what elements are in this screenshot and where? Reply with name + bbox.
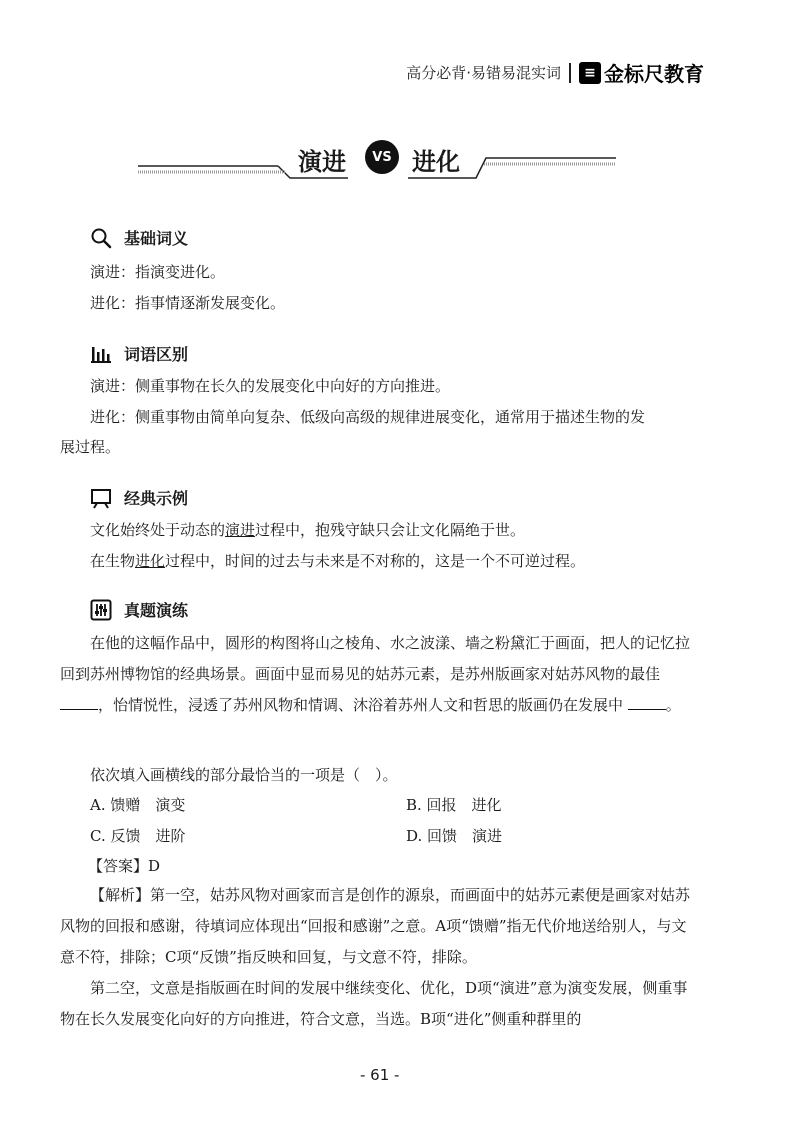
- brand-icon: ≡: [579, 62, 601, 84]
- difference-line-2: 进化：侧重事物由简单向复杂、低级向高级的规律进展变化，通常用于描述生物的发: [90, 408, 646, 426]
- title-word-left: 演进: [298, 148, 346, 176]
- section-difference-heading: [90, 342, 188, 365]
- section-basic-title: 基础词义: [124, 229, 189, 248]
- section-examples-heading: [90, 486, 188, 509]
- basic-line-1: 演进：指演变进化。: [90, 263, 226, 281]
- bar-chart-icon: [90, 343, 112, 365]
- difference-line-3: 展过程。: [60, 438, 121, 456]
- question-stem: 依次填入画横线的部分最恰当的一项是（ ）。: [90, 766, 398, 784]
- example-1-pre: 文化始终处于动态的: [90, 521, 226, 539]
- example-2-pre: 在生物: [90, 552, 136, 570]
- title-word-right: 进化: [412, 148, 460, 176]
- option-a: A. 馈赠 演变: [90, 796, 186, 814]
- option-b: B. 回报 进化: [406, 796, 502, 814]
- series-title: 高分必背·易错易混实词: [406, 64, 561, 82]
- search-icon: [90, 227, 112, 249]
- page-title: [138, 130, 618, 190]
- passage-part-1: 在他的这幅作品中，圆形的构图将山之棱角、水之波漾、墙之粉黛汇于画面，把人的记忆拉回到苏州博物馆的经典场景。画面中显而易见的姑苏元素，是苏州版画家对姑苏风物的最佳: [60, 634, 691, 683]
- example-1-word: 演进: [225, 521, 256, 539]
- section-difference-title: 词语区别: [124, 345, 189, 364]
- section-practice-title: 真题演练: [124, 601, 189, 620]
- analysis-text-2: 第二空，文意是指版画在时间的发展中继续变化、优化，D项“演进”意为演变发展，侧重事物在长久发展变化向好的方向推进，符合文意，当选。B项“进化”侧重种群里的: [60, 979, 688, 1028]
- vs-badge: VS: [365, 140, 399, 174]
- header-divider: [569, 63, 571, 83]
- passage-part-3: 。: [665, 696, 681, 714]
- brand-logo: [579, 58, 704, 87]
- example-line-2: [90, 550, 585, 572]
- page-number: - 61 -: [360, 1066, 400, 1084]
- basic-line-2: 进化：指事情逐渐发展变化。: [90, 294, 286, 312]
- blank-2: [628, 695, 666, 710]
- analysis-paragraph-1: [60, 880, 700, 973]
- example-2-word: 进化: [135, 552, 166, 570]
- section-basic-heading: [90, 226, 188, 249]
- analysis-paragraph-2: [60, 973, 700, 1035]
- analysis-label: 【解析】: [90, 886, 151, 904]
- answer: 【答案】D: [88, 857, 161, 875]
- example-2-post: 过程中，时间的过去与未来是不对称的，这是一个不可逆过程。: [165, 552, 586, 570]
- sliders-icon: [90, 599, 112, 621]
- practice-passage: [60, 628, 700, 721]
- example-1-post: 过程中，抱残守缺只会让文化隔绝于世。: [255, 521, 526, 539]
- presentation-board-icon: [90, 487, 112, 509]
- passage-part-2: ，怡情悦性，浸透了苏州风物和情调、沐浴着苏州人文和哲思的版画仍在发展中: [98, 696, 624, 714]
- blank-1: [60, 695, 98, 710]
- brand-name: 金标尺教育: [604, 62, 704, 86]
- section-practice-heading: [90, 598, 188, 621]
- option-c: C. 反馈 进阶: [90, 827, 186, 845]
- page-header: [406, 58, 704, 87]
- example-line-1: [90, 519, 525, 541]
- option-d: D. 回馈 演进: [406, 827, 503, 845]
- analysis-text-1: 第一空，姑苏风物对画家而言是创作的源泉，而画面中的姑苏元素便是画家对姑苏风物的回报和感谢，待填词应体现出“回报和感谢”之意。A项“馈赠”指无代价地送给别人，与文意不符，排除；C项“反馈”指反映和回复，与文意不符，排除。: [60, 886, 691, 966]
- section-examples-title: 经典示例: [124, 489, 189, 508]
- difference-line-1: 演进：侧重事物在长久的发展变化中向好的方向推进。: [90, 377, 451, 395]
